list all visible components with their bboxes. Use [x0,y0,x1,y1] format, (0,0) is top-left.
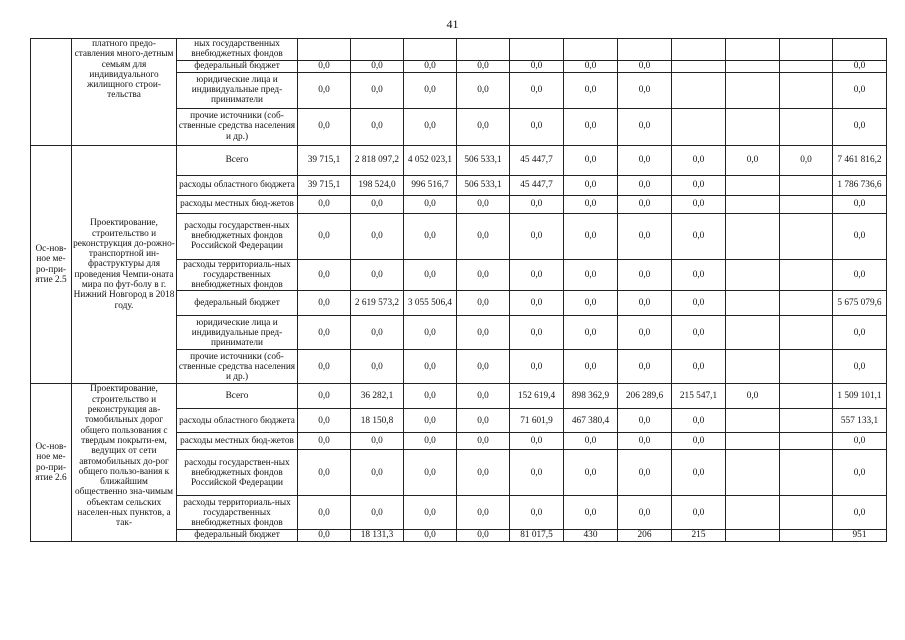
value-cell [780,433,833,450]
funding-source: расходы областного бюджета [177,409,298,433]
value-cell [457,39,510,61]
value-cell: 0,0 [833,350,887,384]
value-cell [404,39,457,61]
value-cell: 0,0 [618,145,672,175]
value-cell: 0,0 [404,72,457,108]
value-cell: 0,0 [457,60,510,72]
value-cell: 0,0 [564,291,618,316]
value-cell: 557 133,1 [833,409,887,433]
value-cell: 0,0 [404,213,457,259]
value-cell: 0,0 [833,60,887,72]
value-cell: 4 052 023,1 [404,145,457,175]
value-cell: 0,0 [564,213,618,259]
value-cell: 7 461 816,2 [833,145,887,175]
table-row [31,39,887,61]
value-cell: 0,0 [457,433,510,450]
table-body [31,39,887,542]
value-cell: 0,0 [298,496,351,530]
value-cell [726,72,780,108]
value-cell: 0,0 [618,496,672,530]
value-cell: 0,0 [618,60,672,72]
value-cell [672,108,726,145]
value-cell: 0,0 [564,350,618,384]
value-cell: 0,0 [298,450,351,496]
value-cell: 0,0 [726,384,780,409]
funding-source: прочие источники (соб-ственные средства населения и др.) [177,350,298,384]
value-cell [726,39,780,61]
value-cell [780,175,833,195]
value-cell [780,72,833,108]
value-cell: 0,0 [510,195,564,213]
value-cell: 0,0 [351,72,404,108]
value-cell: 0,0 [457,409,510,433]
funding-source: юридические лица и индивидуальные пред-приниматели [177,72,298,108]
value-cell: 0,0 [672,291,726,316]
value-cell [672,39,726,61]
value-cell: 0,0 [564,496,618,530]
funding-source: расходы областного бюджета [177,175,298,195]
funding-source: Всего [177,384,298,409]
value-cell: 0,0 [672,496,726,530]
value-cell: 215 [672,530,726,541]
value-cell: 39 715,1 [298,175,351,195]
funding-source: юридические лица и индивидуальные пред-приниматели [177,316,298,350]
value-cell [780,39,833,61]
value-cell: 0,0 [618,195,672,213]
value-cell: 0,0 [298,60,351,72]
value-cell: 0,0 [672,213,726,259]
value-cell: 0,0 [404,195,457,213]
value-cell: 0,0 [298,433,351,450]
value-cell: 0,0 [351,316,404,350]
value-cell: 0,0 [672,195,726,213]
value-cell: 0,0 [404,433,457,450]
measure-label [31,39,72,146]
value-cell: 0,0 [618,259,672,291]
value-cell [780,195,833,213]
value-cell [564,39,618,61]
value-cell [780,108,833,145]
funding-source: расходы местных бюд-жетов [177,433,298,450]
value-cell: 0,0 [351,496,404,530]
value-cell: 1 509 101,1 [833,384,887,409]
value-cell: 430 [564,530,618,541]
value-cell: 0,0 [618,108,672,145]
value-cell [726,175,780,195]
value-cell: 0,0 [564,433,618,450]
value-cell: 0,0 [298,384,351,409]
value-cell [726,108,780,145]
value-cell: 0,0 [833,433,887,450]
value-cell: 0,0 [457,496,510,530]
value-cell: 0,0 [780,145,833,175]
value-cell: 0,0 [351,350,404,384]
value-cell: 0,0 [564,259,618,291]
value-cell: 0,0 [457,350,510,384]
value-cell: 0,0 [404,409,457,433]
value-cell: 0,0 [298,350,351,384]
value-cell: 0,0 [564,175,618,195]
funding-source: прочие источники (соб-ственные средства населения и др.) [177,108,298,145]
value-cell: 0,0 [510,108,564,145]
value-cell: 18 131,3 [351,530,404,541]
measure-label: Ос-нов-ное ме-ро-при-ятие 2.6 [31,384,72,541]
budget-table [30,38,887,542]
value-cell: 0,0 [404,60,457,72]
value-cell [780,316,833,350]
value-cell [726,350,780,384]
value-cell: 0,0 [298,530,351,541]
value-cell: 0,0 [351,433,404,450]
value-cell: 0,0 [457,384,510,409]
value-cell: 1 786 736,6 [833,175,887,195]
value-cell: 36 282,1 [351,384,404,409]
funding-source: федеральный бюджет [177,60,298,72]
value-cell: 0,0 [298,409,351,433]
value-cell: 0,0 [457,108,510,145]
value-cell [672,60,726,72]
funding-source: федеральный бюджет [177,291,298,316]
value-cell: 0,0 [351,60,404,72]
value-cell [726,291,780,316]
value-cell [726,316,780,350]
measure-name: Проектирование, строительство и реконструкция до-рожно-транспортной ин-фраструктуры для проведения Чемпи-оната мира по фут-болу в г. Нижний Новгород в 2018 году. [72,145,177,384]
value-cell: 0,0 [510,213,564,259]
value-cell: 3 055 506,4 [404,291,457,316]
value-cell: 0,0 [510,291,564,316]
funding-source: федеральный бюджет [177,530,298,541]
value-cell: 0,0 [457,213,510,259]
value-cell: 996 516,7 [404,175,457,195]
value-cell [726,213,780,259]
value-cell: 0,0 [351,259,404,291]
value-cell [726,409,780,433]
value-cell: 898 362,9 [564,384,618,409]
value-cell: 0,0 [618,409,672,433]
funding-source: Всего [177,145,298,175]
value-cell: 0,0 [457,72,510,108]
value-cell: 0,0 [833,213,887,259]
value-cell: 0,0 [351,195,404,213]
funding-source: расходы местных бюд-жетов [177,195,298,213]
value-cell: 0,0 [833,496,887,530]
value-cell [833,39,887,61]
value-cell: 0,0 [672,409,726,433]
value-cell [780,350,833,384]
funding-source: ных государственных внебюджетных фондов [177,39,298,61]
value-cell: 198 524,0 [351,175,404,195]
value-cell: 18 150,8 [351,409,404,433]
measure-name: Проектирование, строительство и реконструкция ав-томобильных дорог общего пользования с твердым покрыти-ем, ведущих от сети автомобильных до-рог общего пользо-вания к ближайшим общественно зна-чимым объектам сельских населен-ных пунктов, а так- [72,384,177,541]
value-cell: 0,0 [510,60,564,72]
value-cell [298,39,351,61]
value-cell: 0,0 [726,145,780,175]
value-cell: 206 289,6 [618,384,672,409]
value-cell: 0,0 [510,496,564,530]
value-cell [726,259,780,291]
value-cell: 0,0 [457,316,510,350]
value-cell [726,433,780,450]
value-cell: 0,0 [672,145,726,175]
value-cell [780,450,833,496]
value-cell: 0,0 [298,259,351,291]
value-cell: 0,0 [618,350,672,384]
value-cell [780,213,833,259]
value-cell [726,450,780,496]
value-cell [726,530,780,541]
value-cell [672,72,726,108]
value-cell [780,259,833,291]
value-cell: 0,0 [833,195,887,213]
value-cell: 506 533,1 [457,175,510,195]
value-cell: 0,0 [564,450,618,496]
value-cell: 0,0 [618,316,672,350]
value-cell: 0,0 [298,72,351,108]
value-cell: 0,0 [564,195,618,213]
value-cell: 0,0 [510,450,564,496]
funding-source: расходы территориаль-ных государственных внебюджетных фондов [177,496,298,530]
value-cell: 0,0 [298,316,351,350]
value-cell: 0,0 [457,259,510,291]
value-cell [780,496,833,530]
value-cell: 81 017,5 [510,530,564,541]
value-cell: 0,0 [298,195,351,213]
value-cell [618,39,672,61]
value-cell: 0,0 [404,259,457,291]
value-cell: 71 601,9 [510,409,564,433]
value-cell: 0,0 [404,316,457,350]
value-cell: 0,0 [564,145,618,175]
value-cell: 0,0 [457,195,510,213]
value-cell: 0,0 [672,450,726,496]
value-cell: 0,0 [457,530,510,541]
value-cell: 206 [618,530,672,541]
funding-source: расходы территориаль-ных государственных внебюджетных фондов [177,259,298,291]
value-cell: 215 547,1 [672,384,726,409]
funding-source: расходы государствен-ных внебюджетных фондов Российской Федерации [177,450,298,496]
value-cell: 0,0 [457,450,510,496]
value-cell: 0,0 [510,316,564,350]
value-cell: 39 715,1 [298,145,351,175]
value-cell [780,384,833,409]
value-cell: 506 533,1 [457,145,510,175]
value-cell [351,39,404,61]
page-number: 41 [446,17,459,31]
value-cell: 0,0 [672,433,726,450]
value-cell [726,195,780,213]
value-cell: 0,0 [404,530,457,541]
value-cell: 0,0 [564,72,618,108]
value-cell: 0,0 [672,316,726,350]
value-cell: 0,0 [833,72,887,108]
value-cell: 0,0 [672,350,726,384]
value-cell: 0,0 [404,108,457,145]
measure-name: платного предо-ставления много-детным семьям для индивидуального жилищного строи-тельства [72,39,177,146]
value-cell: 152 619,4 [510,384,564,409]
value-cell: 0,0 [833,108,887,145]
value-cell [780,291,833,316]
value-cell: 467 380,4 [564,409,618,433]
value-cell: 0,0 [510,433,564,450]
value-cell: 0,0 [672,259,726,291]
value-cell: 45 447,7 [510,175,564,195]
table-row [31,145,887,175]
value-cell: 951 [833,530,887,541]
value-cell: 0,0 [833,259,887,291]
value-cell: 0,0 [564,108,618,145]
value-cell: 0,0 [404,450,457,496]
value-cell: 5 675 079,6 [833,291,887,316]
table-row [31,384,887,409]
funding-source: расходы государствен-ных внебюджетных фондов Российской Федерации [177,213,298,259]
value-cell: 0,0 [351,213,404,259]
value-cell: 0,0 [404,384,457,409]
value-cell: 2 818 097,2 [351,145,404,175]
value-cell: 0,0 [351,450,404,496]
value-cell: 0,0 [298,291,351,316]
value-cell: 0,0 [510,259,564,291]
value-cell: 0,0 [404,350,457,384]
measure-label: Ос-нов-ное ме-ро-при-ятие 2.5 [31,145,72,384]
value-cell: 0,0 [618,72,672,108]
value-cell: 0,0 [618,175,672,195]
value-cell [780,409,833,433]
value-cell: 2 619 573,2 [351,291,404,316]
value-cell: 0,0 [351,108,404,145]
value-cell: 0,0 [833,316,887,350]
value-cell: 0,0 [564,60,618,72]
value-cell: 0,0 [457,291,510,316]
value-cell: 0,0 [833,450,887,496]
value-cell [726,496,780,530]
value-cell: 0,0 [618,433,672,450]
value-cell: 0,0 [510,72,564,108]
value-cell: 45 447,7 [510,145,564,175]
value-cell [510,39,564,61]
value-cell [780,530,833,541]
value-cell: 0,0 [564,316,618,350]
value-cell [780,60,833,72]
value-cell: 0,0 [618,213,672,259]
value-cell: 0,0 [618,291,672,316]
value-cell: 0,0 [672,175,726,195]
value-cell: 0,0 [404,496,457,530]
value-cell [726,60,780,72]
value-cell: 0,0 [298,108,351,145]
value-cell: 0,0 [510,350,564,384]
value-cell: 0,0 [298,213,351,259]
value-cell: 0,0 [618,450,672,496]
